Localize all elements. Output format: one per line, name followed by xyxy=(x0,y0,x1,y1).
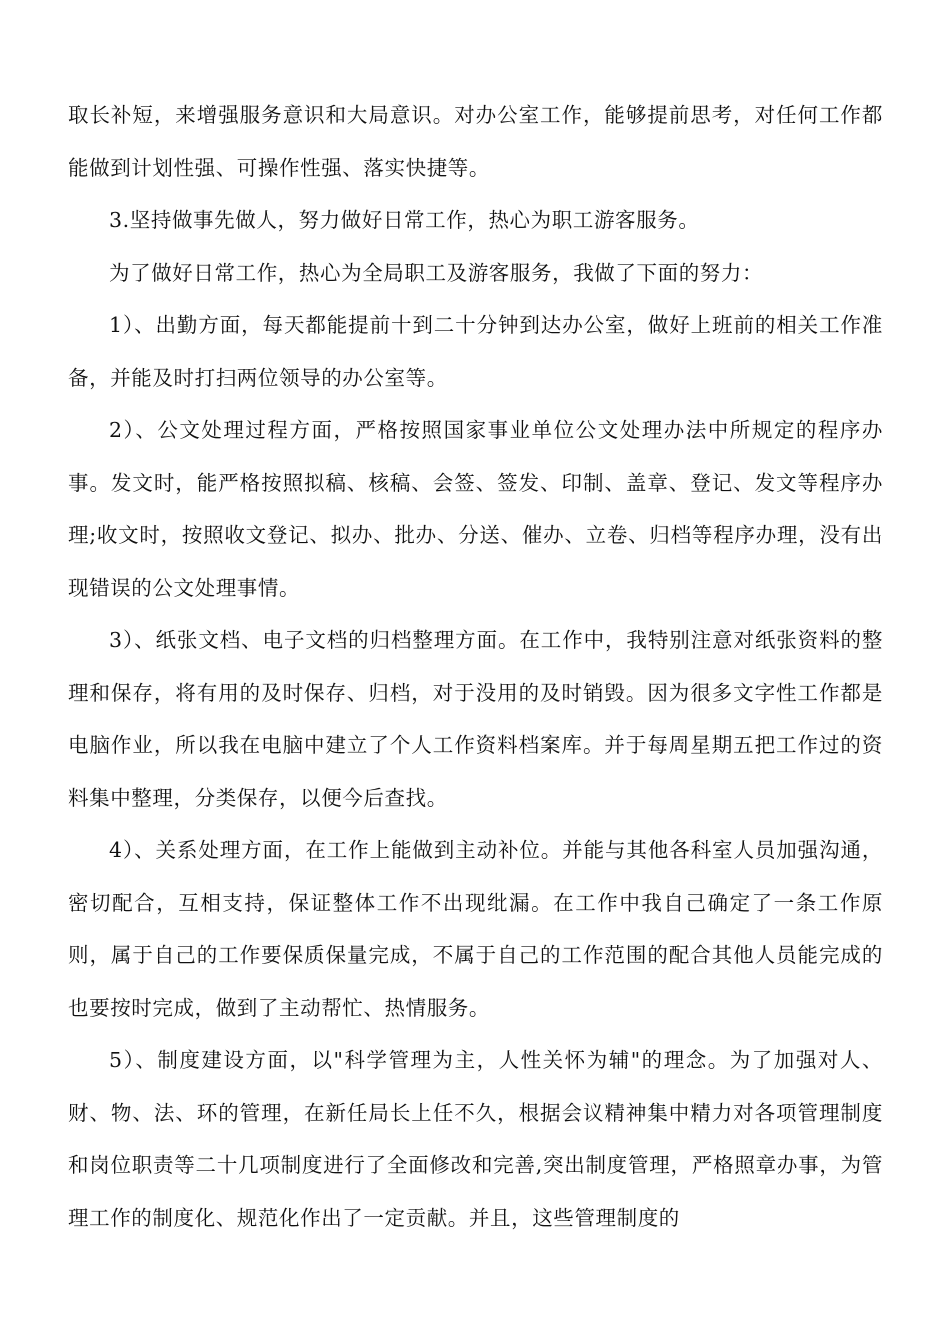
paragraph-item-3-archiving: 3）、纸张文档、电子文档的归档整理方面。在工作中，我特别注意对纸张资料的整理和保存，将有用的及时保存、归档，对于没用的及时销毁。因为很多文字性工作都是电脑作业，所以我在电脑中建立了个人工作资料档案库。并于每周星期五把工作过的资料集中整理，分类保存，以便今后查找。 xyxy=(68,628,883,810)
document-body xyxy=(68,89,883,1244)
paragraph-item-1-attendance: 1）、出勤方面，每天都能提前十到二十分钟到达办公室，做好上班前的相关工作准备，并能及时打扫两位领导的办公室等。 xyxy=(68,313,883,390)
paragraph-continuation: 取长补短，来增强服务意识和大局意识。对办公室工作，能够提前思考，对任何工作都能做到计划性强、可操作性强、落实快捷等。 xyxy=(68,103,883,180)
paragraph-item-2-documents: 2）、公文处理过程方面，严格按照国家事业单位公文处理办法中所规定的程序办事。发文时，能严格按照拟稿、核稿、会签、签发、印制、盖章、登记、发文等程序办理;收文时，按照收文登记、拟办、批办、分送、催办、立卷、归档等程序办理，没有出现错误的公文处理事情。 xyxy=(68,418,883,600)
paragraph-item-4-relations: 4）、关系处理方面，在工作上能做到主动补位。并能与其他各科室人员加强沟通，密切配合，互相支持，保证整体工作不出现纰漏。在工作中我自己确定了一条工作原则，属于自己的工作要保质保量完成，不属于自己的工作范围的配合其他人员能完成的也要按时完成，做到了主动帮忙、热情服务。 xyxy=(68,838,883,1020)
paragraph-intro: 为了做好日常工作，热心为全局职工及游客服务，我做了下面的努力： xyxy=(109,260,764,285)
paragraph-section-3-heading: 3.坚持做事先做人，努力做好日常工作，热心为职工游客服务。 xyxy=(109,208,700,232)
paragraph-item-5-system: 5）、制度建设方面，以"科学管理为主，人性关怀为辅"的理念。为了加强对人、财、物、法、环的管理，在新任局长上任不久，根据会议精神集中精力对各项管理制度和岗位职责等二十几项制度进行了全面修改和完善,突出制度管理，严格照章办事，为管理工作的制度化、规范化作出了一定贡献。并且，这些管理制度的 xyxy=(68,1048,883,1230)
